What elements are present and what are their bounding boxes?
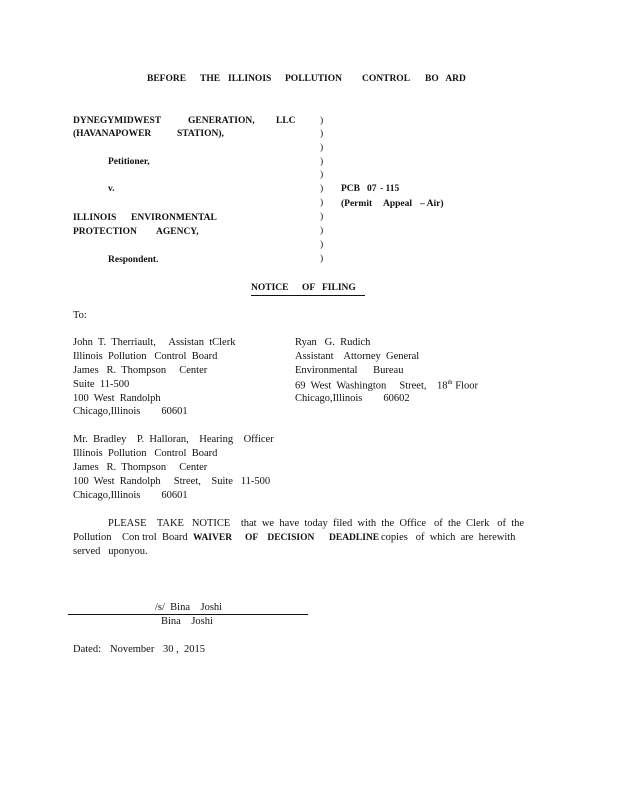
- paren: ): [320, 129, 324, 139]
- address-line: Chicago,Illinois 60602: [295, 393, 410, 404]
- dated-label: Dated:: [73, 644, 101, 655]
- case-type: – Air): [420, 199, 444, 209]
- respondent-name: ENVIRONMENTAL: [131, 213, 217, 223]
- petitioner-name: (HAVANAPOWER: [73, 129, 152, 139]
- case-number: 07: [367, 184, 377, 194]
- address-line: [295, 379, 478, 392]
- street-text: 69 West Washington Street, 18: [295, 380, 448, 392]
- paragraph-line: copies of which are herewith: [381, 532, 516, 543]
- respondent-name: AGENCY,: [156, 227, 199, 237]
- heading-word: THE: [200, 74, 221, 84]
- paren: ): [320, 184, 324, 194]
- to-label: To:: [73, 310, 87, 321]
- address-line: Illinois Pollution Control Board: [73, 351, 218, 362]
- case-type: Appeal: [383, 199, 413, 209]
- address-line: Assistant Attorney General: [295, 351, 420, 362]
- title-word: OF: [302, 283, 316, 293]
- paren: ): [320, 157, 324, 167]
- versus-label: v.: [108, 184, 115, 194]
- case-number: - 115: [380, 184, 400, 194]
- heading-word: CONTROL: [362, 74, 411, 84]
- document-name: OF DECISION: [245, 533, 315, 543]
- address-line: Suite 11-500: [73, 379, 130, 390]
- paren: ): [320, 198, 324, 208]
- petitioner-label: Petitioner,: [108, 157, 150, 167]
- paren: ): [320, 240, 324, 250]
- address-line: Illinois Pollution Control Board: [73, 448, 218, 459]
- paren: ): [320, 212, 324, 222]
- respondent-name: ILLINOIS: [73, 213, 117, 223]
- address-line: James R. Thompson Center: [73, 462, 208, 473]
- address-line: John T. Therriault, Assistan tClerk: [73, 337, 236, 348]
- dated-day-year: 30 , 2015: [163, 644, 205, 655]
- dated-month: November: [110, 644, 155, 655]
- petitioner-name: STATION),: [177, 129, 224, 139]
- address-line: Environmental Bureau: [295, 365, 404, 376]
- address-line: James R. Thompson Center: [73, 365, 208, 376]
- address-line: Chicago,Illinois 60601: [73, 406, 188, 417]
- document-name: DEADLINE: [329, 533, 380, 543]
- ordinal-suffix: th: [447, 379, 453, 386]
- petitioner-name: DYNEGYMIDWEST: [73, 116, 162, 126]
- floor-text: Floor: [455, 380, 478, 392]
- case-type: (Permit: [341, 199, 373, 209]
- paren: ): [320, 254, 324, 264]
- paragraph-line: PLEASE TAKE NOTICE that we have today filed with the Office of the Clerk of the: [108, 518, 525, 529]
- signer-name: Bina Joshi: [161, 616, 213, 627]
- petitioner-name: GENERATION,: [188, 116, 255, 126]
- address-line: Mr. Bradley P. Halloran, Hearing Officer: [73, 434, 274, 445]
- title-word: FILING: [322, 283, 356, 293]
- paren: ): [320, 116, 324, 126]
- address-line: Chicago,Illinois 60601: [73, 490, 188, 501]
- address-line: Ryan G. Rudich: [295, 337, 371, 348]
- heading-word: BEFORE: [147, 74, 187, 84]
- respondent-name: PROTECTION: [73, 227, 137, 237]
- address-line: 100 West Randolph Street, Suite 11-500: [73, 476, 271, 487]
- signature-line: [68, 614, 308, 615]
- petitioner-name: LLC: [276, 116, 296, 126]
- heading-word: POLLUTION: [285, 74, 343, 84]
- paren: ): [320, 170, 324, 180]
- title-underline: [251, 295, 365, 296]
- case-number: PCB: [341, 184, 360, 194]
- document-name: WAIVER: [193, 533, 233, 543]
- title-word: NOTICE: [251, 283, 289, 293]
- heading-word: BO ARD: [425, 74, 466, 84]
- paragraph-line: Pollution Con trol Board: [73, 532, 188, 543]
- paragraph-line: served uponyou.: [73, 546, 148, 557]
- address-line: 100 West Randolph: [73, 393, 161, 404]
- paren: ): [320, 226, 324, 236]
- respondent-label: Respondent.: [108, 255, 159, 265]
- heading-word: ILLINOIS: [228, 74, 272, 84]
- paren: ): [320, 143, 324, 153]
- e-signature: /s/ Bina Joshi: [155, 602, 223, 613]
